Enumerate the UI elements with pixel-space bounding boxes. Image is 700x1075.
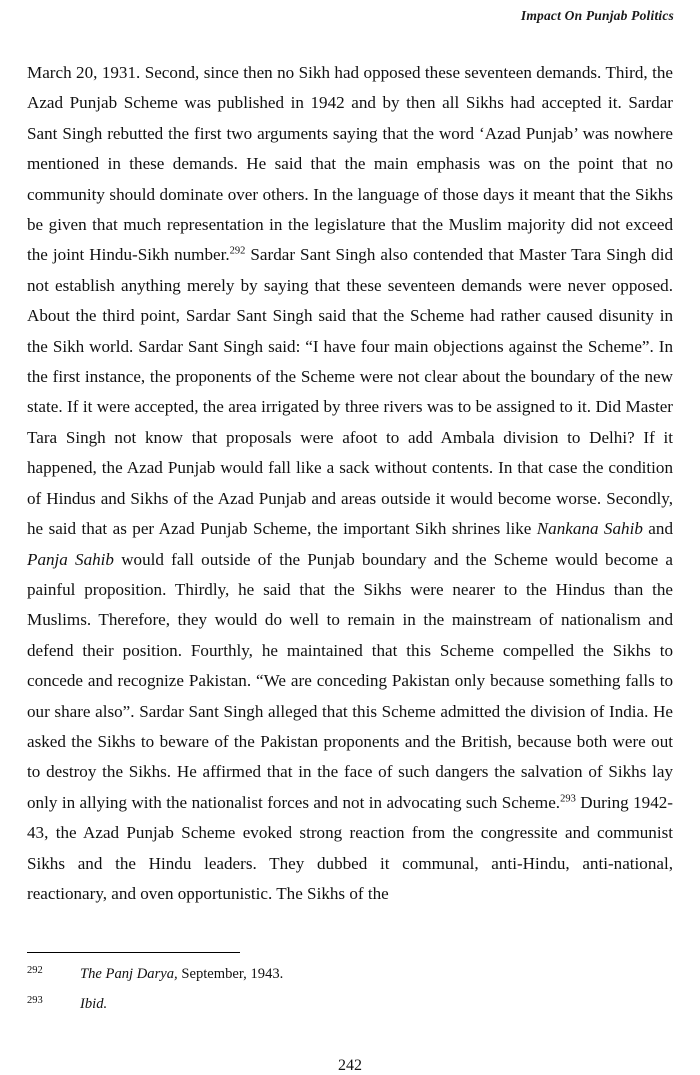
body-text-block xyxy=(27,58,673,909)
footnote-entry xyxy=(27,990,673,1020)
footnote-separator-rule xyxy=(27,952,240,953)
body-text-segment-2: Sardar Sant Singh also contended that Master Tara Singh did not establish anything merely by saying that these seventeen demands were never opposed. About the third point, Sardar Sant Singh said that the Scheme had rather caused disunity in the Sikh world. Sardar Sant Singh said: “I have four main objections against the Scheme”. In the first instance, the proponents of the Scheme were not clear about the boundary of the new state. If it were accepted, the area irrigated by three rivers was to be assigned to it. Did Master Tara Singh not know that proposals were afoot to add Ambala division to Delhi? If it happened, the Azad Punjab would fall like a sack without contents. In that case the condition of Hindus and Sikhs of the Azad Punjab and areas outside it would become worse. Secondly, he said that as per Azad Punjab Scheme, the important Sikh shrines like xyxy=(27,245,673,539)
footnote-text xyxy=(80,960,673,989)
body-text-segment-1: March 20, 1931. Second, since then no Sikh had opposed these seventeen demands. Third, the Azad Punjab Scheme was published in 1942 and by then all Sikhs had accepted it. Sardar Sant Singh rebutted the first two arguments saying that the word ‘Azad Punjab’ was nowhere mentioned in these demands. He said that the main emphasis was on the point that no community should dominate over others. In the language of those days it meant that the Sikhs be given that much representation in the legislature that the Muslim majority did not exceed the joint Hindu-Sikh number. xyxy=(27,63,673,265)
footnote-section xyxy=(27,952,673,1020)
body-text-segment-4: would fall outside of the Punjab boundary and the Scheme would become a painful proposition. Thirdly, he said that the Sikhs were nearer to the Hindus than the Muslims. Therefore, they would do well to remain in the mainstream of nationalism and defend their position. Fourthly, he maintained that this Scheme compelled the Sikhs to concede and recognize Pakistan. “We are conceding Pakistan only because something falls to our share also”. Sardar Sant Singh alleged that this Scheme admitted the division of India. He asked the Sikhs to beware of the Pakistan proponents and the British, because both were out to destroy the Sikhs. He affirmed that in the face of such dangers the salvation of Sikhs lay only in allying with the nationalist forces and not in advocating such Scheme. xyxy=(27,549,673,812)
footnote-title-italic: Ibid. xyxy=(80,996,108,1012)
footnote-reference-293[interactable]: 293 xyxy=(560,793,576,805)
page-number: 242 xyxy=(338,1057,362,1074)
body-text-segment-3: and xyxy=(642,519,673,539)
italic-phrase-nankana-sahib: Nankana Sahib xyxy=(536,519,643,539)
footnote-text xyxy=(80,990,673,1019)
footnote-title-italic: The Panj Darya, xyxy=(80,966,178,982)
footnote-number: 293 xyxy=(27,995,43,1006)
italic-phrase-panja-sahib: Panja Sahib xyxy=(27,549,114,569)
body-text-segment-5: During 1942-43, the Azad Punjab Scheme evoked strong reaction from the congressite and communist Sikhs and the Hindu leaders. They dubbed it communal, anti-Hindu, anti-national, reactionary, and oven opportunistic. The Sikhs of the xyxy=(27,792,673,903)
running-header: Impact On Punjab Politics xyxy=(520,8,674,23)
footnote-rest: September, 1943. xyxy=(177,966,284,982)
footnote-number: 292 xyxy=(27,965,43,976)
footnote-entry xyxy=(27,960,673,990)
footnote-reference-292[interactable]: 292 xyxy=(229,245,246,257)
body-paragraph xyxy=(27,58,673,909)
